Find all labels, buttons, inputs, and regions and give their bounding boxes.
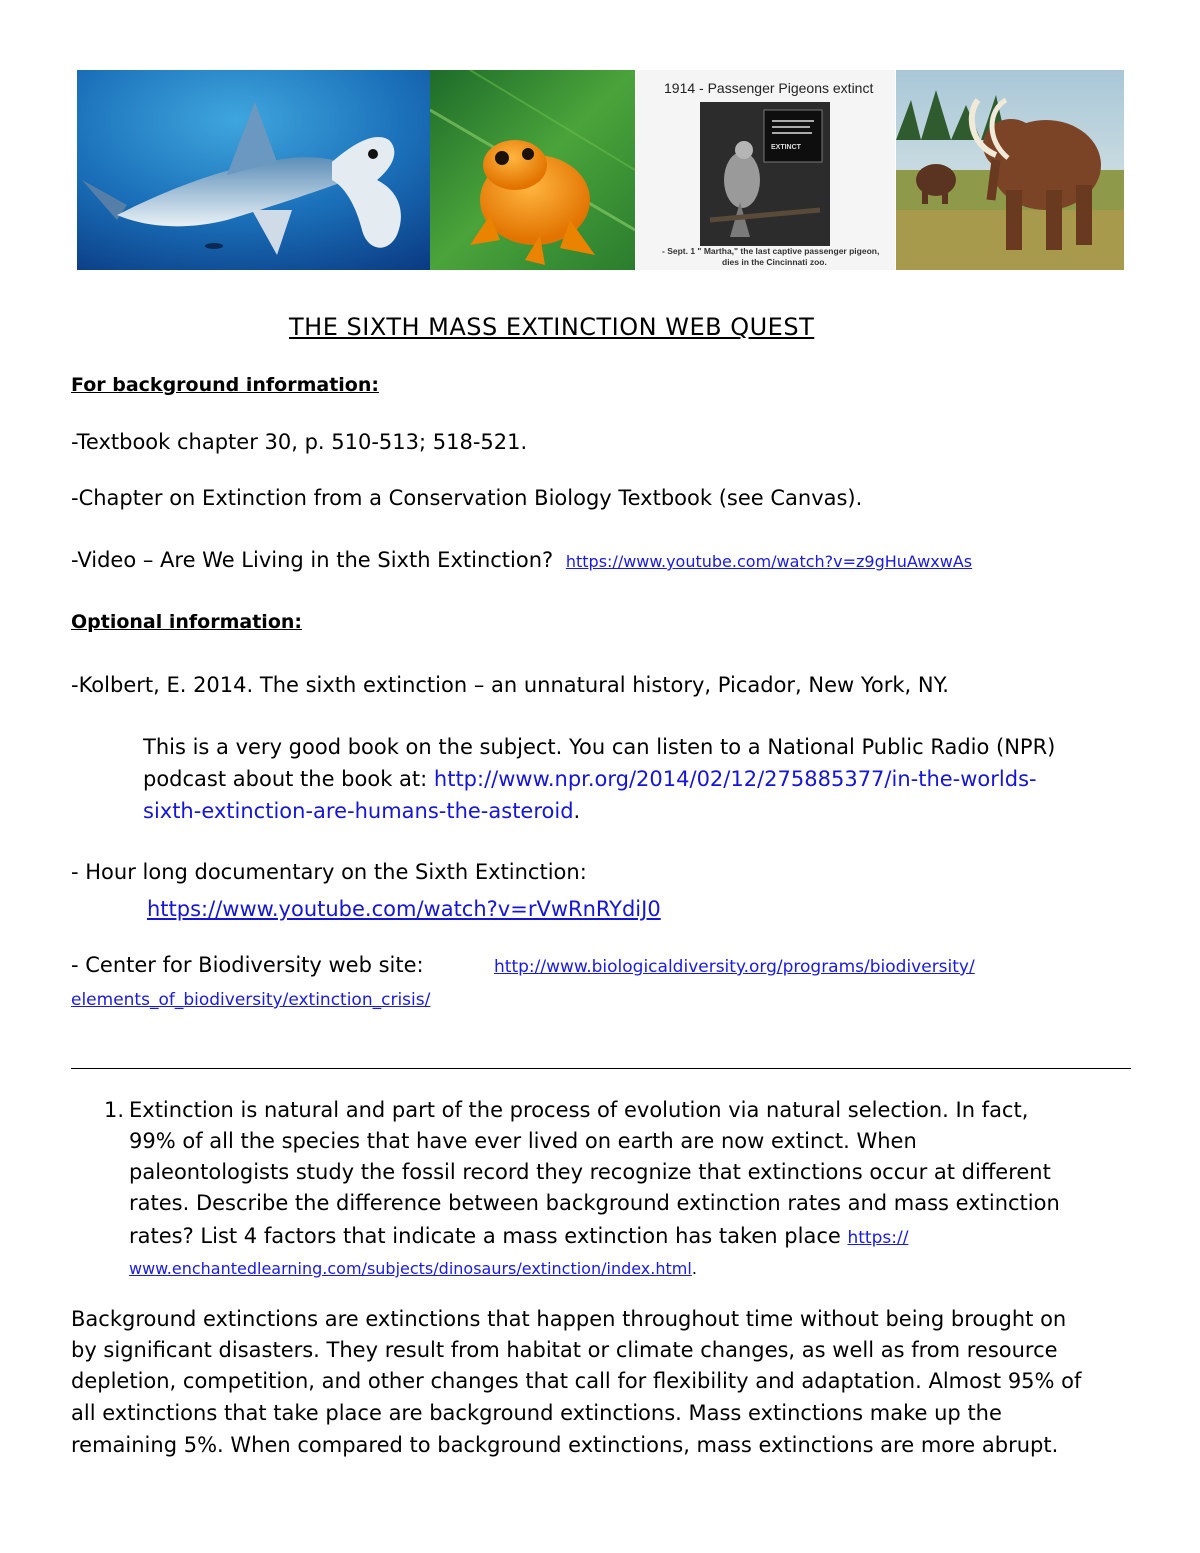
pigeon-placard-label: EXTINCT (771, 144, 801, 151)
question1-line3: paleontologists study the fossil record they recognize that extinctions occur at different (129, 1160, 1051, 1184)
npr-period: . (573, 799, 581, 823)
kolbert-reference: -Kolbert, E. 2014. The sixth extinction – an unnatural history, Picador, New York, NY. (71, 673, 949, 697)
npr-link-part2[interactable]: sixth-extinction-are-humans-the-asteroid (143, 799, 574, 823)
mammoth-painting (896, 70, 1124, 270)
question1-line4: rates. Describe the difference between background extinction rates and mass extinction (129, 1191, 1060, 1215)
question-number: 1. (104, 1098, 125, 1122)
enchanted-learning-period: . (691, 1259, 697, 1278)
hammerhead-shark-image (77, 70, 430, 270)
center-biodiversity-link-part2[interactable]: elements_of_biodiversity/extinction_crisis/ (71, 990, 431, 1010)
answer-line4: all extinctions that take place are background extinctions. Mass extinctions make up the (71, 1401, 1002, 1425)
answer-line3: depletion, competition, and other changes that call for flexibility and adaptation. Almost 95% of (71, 1369, 1082, 1393)
golden-toad-image (430, 70, 635, 270)
center-biodiversity-text: - Center for Biodiversity web site: (71, 953, 424, 977)
documentary-link[interactable]: https://www.youtube.com/watch?v=rVwRnRYdiJ0 (147, 897, 661, 921)
enchanted-learning-link-part2[interactable]: www.enchantedlearning.com/subjects/dinosaurs/extinction/index.html (129, 1259, 692, 1278)
page-title: THE SIXTH MASS EXTINCTION WEB QUEST (289, 313, 815, 341)
book-description-line2 (143, 764, 1037, 795)
answer-line1: Background extinctions are extinctions that happen throughout time without being brought on (71, 1307, 1067, 1331)
pigeon-slide-heading: 1914 - Passenger Pigeons extinct (664, 80, 874, 96)
mammoth-illustration (896, 70, 1124, 270)
npr-link-part1[interactable]: http://www.npr.org/2014/02/12/275885377/in-the-worlds- (433, 767, 1037, 791)
shark-illustration (77, 70, 430, 270)
pigeon-caption-line1: - Sept. 1 " Martha," the last captive passenger pigeon, (662, 246, 880, 256)
question1-line1: Extinction is natural and part of the process of evolution via natural selection. In fact, (129, 1098, 1029, 1122)
pigeon-photo (700, 102, 830, 246)
textbook-reference: -Textbook chapter 30, p. 510-513; 518-521. (71, 430, 528, 454)
center-biodiversity-reference (71, 950, 424, 981)
background-heading: For background information: (71, 374, 379, 396)
video-reference (71, 545, 972, 577)
section-divider (71, 1068, 1131, 1069)
video-reference-text: -Video – Are We Living in the Sixth Extinction? (71, 548, 554, 572)
book-description-line3 (143, 796, 580, 827)
documentary-reference: - Hour long documentary on the Sixth Extinction: (71, 860, 587, 884)
center-biodiversity-link-part1[interactable]: http://www.biologicaldiversity.org/programs/biodiversity/ (494, 957, 975, 977)
passenger-pigeon-slide (636, 70, 895, 270)
question1-line6 (129, 1252, 697, 1284)
toad-illustration (430, 70, 635, 270)
pigeon-caption-line2: dies in the Cincinnati zoo. (722, 257, 827, 267)
enchanted-learning-link-part1[interactable]: https:// (847, 1228, 909, 1248)
book-description-line1: This is a very good book on the subject. You can listen to a National Public Radio (NPR) (143, 735, 1056, 759)
question1-line2: 99% of all the species that have ever lived on earth are now extinct. When (129, 1129, 917, 1153)
chapter-reference: -Chapter on Extinction from a Conservation Biology Textbook (see Canvas). (71, 486, 863, 510)
book-description-text: podcast about the book at: (143, 767, 434, 791)
optional-heading: Optional information: (71, 611, 302, 633)
question1-line5-text: rates? List 4 factors that indicate a mass extinction has taken place (129, 1224, 848, 1248)
answer-line2: by significant disasters. They result from habitat or climate changes, as well as from resource (71, 1338, 1058, 1362)
question1-line5 (129, 1221, 908, 1254)
video-link[interactable]: https://www.youtube.com/watch?v=z9gHuAwxwAs (565, 552, 973, 571)
answer-line5: remaining 5%. When compared to background extinctions, mass extinctions are more abrupt. (71, 1433, 1059, 1457)
